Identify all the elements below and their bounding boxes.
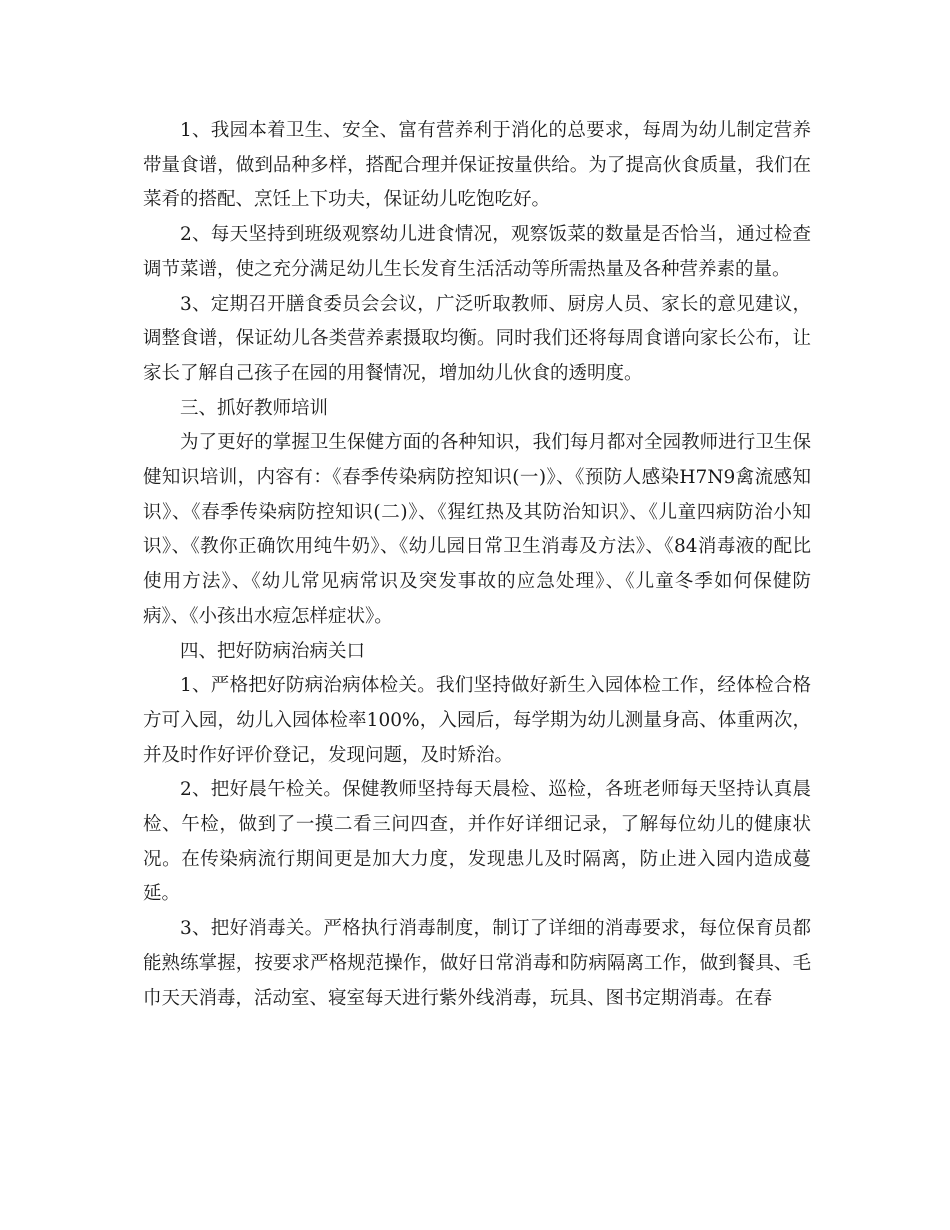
paragraph-health-check: 1、严格把好防病治病体检关。我们坚持做好新生入园体检工作，经体检合格方可入园，幼儿入园体检率100%，入园后，每学期为幼儿测量身高、体重两次，并及时作好评价登记，发现问题，及时矫治。 — [143, 675, 811, 766]
paragraph-meal-observation: 2、每天坚持到班级观察幼儿进食情况，观察饭菜的数量是否恰当，通过检查调节菜谱，使之充分满足幼儿生长发育生活活动等所需热量及各种营养素的量。 — [143, 224, 811, 280]
paragraph-diet-committee: 3、定期召开膳食委员会会议，广泛听取教师、厨房人员、家长的意见建议，调整食谱，保证幼儿各类营养素摄取均衡。同时我们还将每周食谱向家长公布，让家长了解自己孩子在园的用餐情况，增加幼儿伙食的透明度。 — [143, 293, 811, 384]
section-heading-teacher-training: 三、抓好教师培训 — [180, 397, 329, 419]
paragraph-teacher-training: 为了更好的掌握卫生保健方面的各种知识，我们每月都对全园教师进行卫生保健知识培训，内容有：《春季传染病防控知识(一)》、《预防人感染H7N9禽流感知识》、《春季传染病防控知识(二)》、《猩红热及其防治知识》、《儿童四病防治小知识》、《教你正确饮用纯牛奶》、《幼儿园日常卫生消毒及方法》、《84消毒液的配比使用方法》、《幼儿常见病常识及突发事故的应急处理》、《儿童冬季如何保健防病》、《小孩出水痘怎样症状》。 — [143, 432, 811, 627]
document-body — [143, 114, 811, 1016]
section-heading-disease-prevention: 四、把好防病治病关口 — [180, 640, 366, 662]
paragraph-morning-check: 2、把好晨午检关。保健教师坚持每天晨检、巡检，各班老师每天坚持认真晨检、午检，做到了一摸二看三问四查，并作好详细记录，了解每位幼儿的健康状况。在传染病流行期间更是加大力度，发现患儿及时隔离，防止进入园内造成蔓延。 — [143, 779, 811, 905]
paragraph-disinfection: 3、把好消毒关。严格执行消毒制度，制订了详细的消毒要求，每位保育员都能熟练掌握，按要求严格规范操作，做好日常消毒和防病隔离工作，做到餐具、毛巾天天消毒，活动室、寝室每天进行紫外线消毒，玩具、图书定期消毒。在春 — [143, 918, 811, 1009]
paragraph-nutrition-menu: 1、我园本着卫生、安全、富有营养利于消化的总要求，每周为幼儿制定营养带量食谱，做到品种多样，搭配合理并保证按量供给。为了提高伙食质量，我们在菜肴的搭配、烹饪上下功夫，保证幼儿吃饱吃好。 — [143, 120, 811, 211]
